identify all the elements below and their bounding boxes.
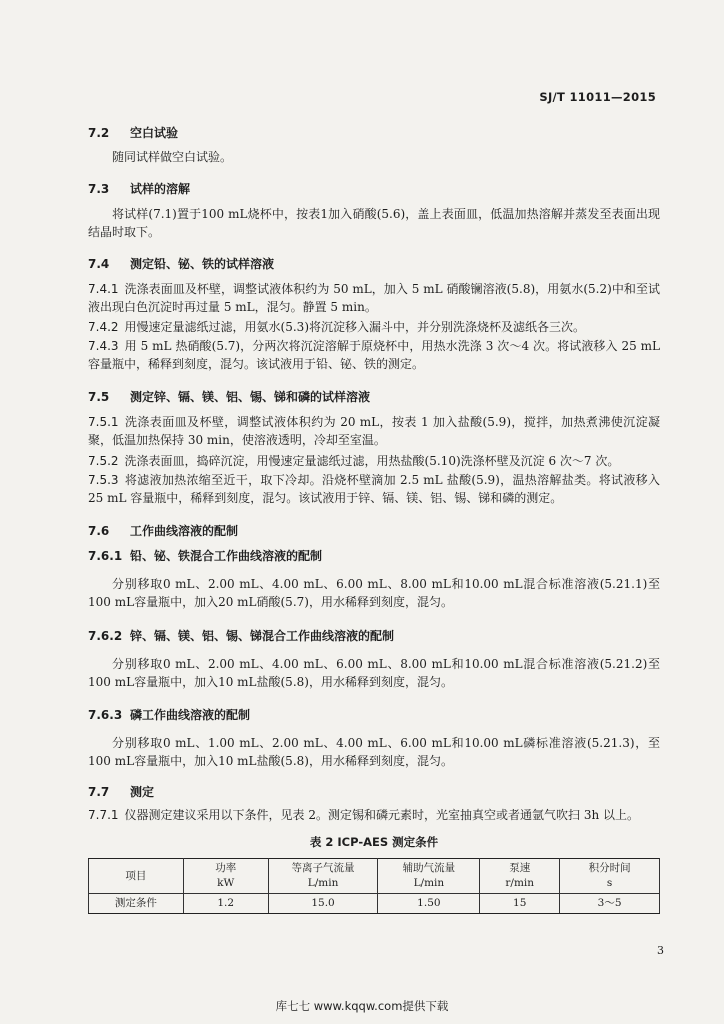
table-cell: 15.0 <box>268 894 378 914</box>
paragraph-7-6-2: 分别移取0 mL、2.00 mL、4.00 mL、6.00 mL、8.00 mL和10.00 mL混合标准溶液(5.21.2)至100 mL容量瓶中，加入10 mL盐酸(5.8)，用水稀释到刻度，混匀。 <box>88 657 660 689</box>
item-7-4-1: 7.4.1 洗涤表面皿及杯壁，调整试液体积约为 50 mL，加入 5 mL 硝酸镧溶液(5.8)，用氨水(5.2)中和至试液出现白色沉淀时再过量 5 mL，混匀。静置 5 min。 <box>88 282 660 314</box>
table-header-cell: 辅助气流量 L/min <box>378 859 480 894</box>
heading-7-4: 7.4 测定铅、铋、铁的试样溶液 <box>88 257 275 271</box>
item-7-4-2: 7.4.2 用慢速定量滤纸过滤，用氨水(5.3)将沉淀移入漏斗中，并分别洗涤烧杯及滤纸各三次。 <box>88 320 585 334</box>
table-2-title: 表 2 ICP-AES 测定条件 <box>309 835 439 849</box>
heading-7-7: 7.7 测定 <box>88 785 155 799</box>
table-row <box>89 894 660 914</box>
table-header-cell: 功率 kW <box>183 859 268 894</box>
table-header-cell: 泵速 r/min <box>480 859 560 894</box>
item-7-5-3: 7.5.3 将滤液加热浓缩至近干，取下冷却。沿烧杯壁滴加 2.5 mL 盐酸(5.9)，温热溶解盐类。将试液移入 25 mL 容量瓶中，稀释到刻度，混匀。该试液用于锌、镉、镁、铝、锡、锑和磷的测定。 <box>88 473 660 505</box>
footer-download-note: 库七七 www.kqqw.com提供下载 <box>275 999 449 1013</box>
heading-7-6: 7.6 工作曲线溶液的配制 <box>88 524 239 538</box>
paragraph-7-6-3: 分别移取0 mL、1.00 mL、2.00 mL、4.00 mL、6.00 mL和10.00 mL磷标准溶液(5.21.3)，至100 mL容量瓶中，加入10 mL盐酸(5.8)，用水稀释到刻度，混匀。 <box>88 736 660 768</box>
item-7-7-1: 7.7.1 仪器测定建议采用以下条件，见表 2。测定锡和磷元素时，光室抽真空或者通氩气吹扫 3h 以上。 <box>88 808 639 822</box>
paragraph-7-6-1: 分别移取0 mL、2.00 mL、4.00 mL、6.00 mL、8.00 mL和10.00 mL混合标准溶液(5.21.1)至100 mL容量瓶中，加入20 mL硝酸(5.7)，用水稀释到刻度，混匀。 <box>88 577 660 609</box>
heading-7-6-2: 7.6.2 锌、镉、镁、铝、锡、锑混合工作曲线溶液的配制 <box>88 629 395 643</box>
table-header-item: 项目 <box>89 859 184 894</box>
table-2 <box>88 858 660 914</box>
standard-code: SJ/T 11011—2015 <box>539 90 656 104</box>
table-cell: 3～5 <box>560 894 660 914</box>
heading-7-3: 7.3 试样的溶解 <box>88 182 191 196</box>
table-row-label: 测定条件 <box>89 894 184 914</box>
table-header-row <box>89 859 660 894</box>
page-number: 3 <box>657 944 664 957</box>
table-header-cell: 积分时间 s <box>560 859 660 894</box>
table-cell: 1.50 <box>378 894 480 914</box>
heading-7-2: 7.2 空白试验 <box>88 126 179 140</box>
paragraph-7-3: 将试样(7.1)置于100 mL烧杯中，按表1加入硝酸(5.6)，盖上表面皿，低温加热溶解并蒸发至表面出现结晶时取下。 <box>88 207 660 239</box>
heading-7-6-1: 7.6.1 铅、铋、铁混合工作曲线溶液的配制 <box>88 549 323 563</box>
table-cell: 1.2 <box>183 894 268 914</box>
table-header-cell: 等离子气流量 L/min <box>268 859 378 894</box>
table-cell: 15 <box>480 894 560 914</box>
heading-7-6-3: 7.6.3 磷工作曲线溶液的配制 <box>88 708 251 722</box>
item-7-5-1: 7.5.1 洗涤表面皿及杯壁，调整试液体积约为 20 mL，按表 1 加入盐酸(5.9)，搅拌，加热煮沸使沉淀凝聚，低温加热保持 30 min，使溶液透明，冷却至室温。 <box>88 415 660 447</box>
heading-7-5: 7.5 测定锌、镉、镁、铝、锡、锑和磷的试样溶液 <box>88 390 371 404</box>
item-7-5-2: 7.5.2 洗涤表面皿，捣碎沉淀，用慢速定量滤纸过滤，用热盐酸(5.10)洗涤杯壁及沉淀 6 次～7 次。 <box>88 454 620 468</box>
item-7-4-3: 7.4.3 用 5 mL 热硝酸(5.7)，分两次将沉淀溶解于原烧杯中，用热水洗涤 3 次～4 次。将试液移入 25 mL 容量瓶中，稀释到刻度，混匀。该试液用于铅、铋、铁的测定。 <box>88 339 660 371</box>
paragraph-7-2: 随同试样做空白试验。 <box>112 150 233 164</box>
